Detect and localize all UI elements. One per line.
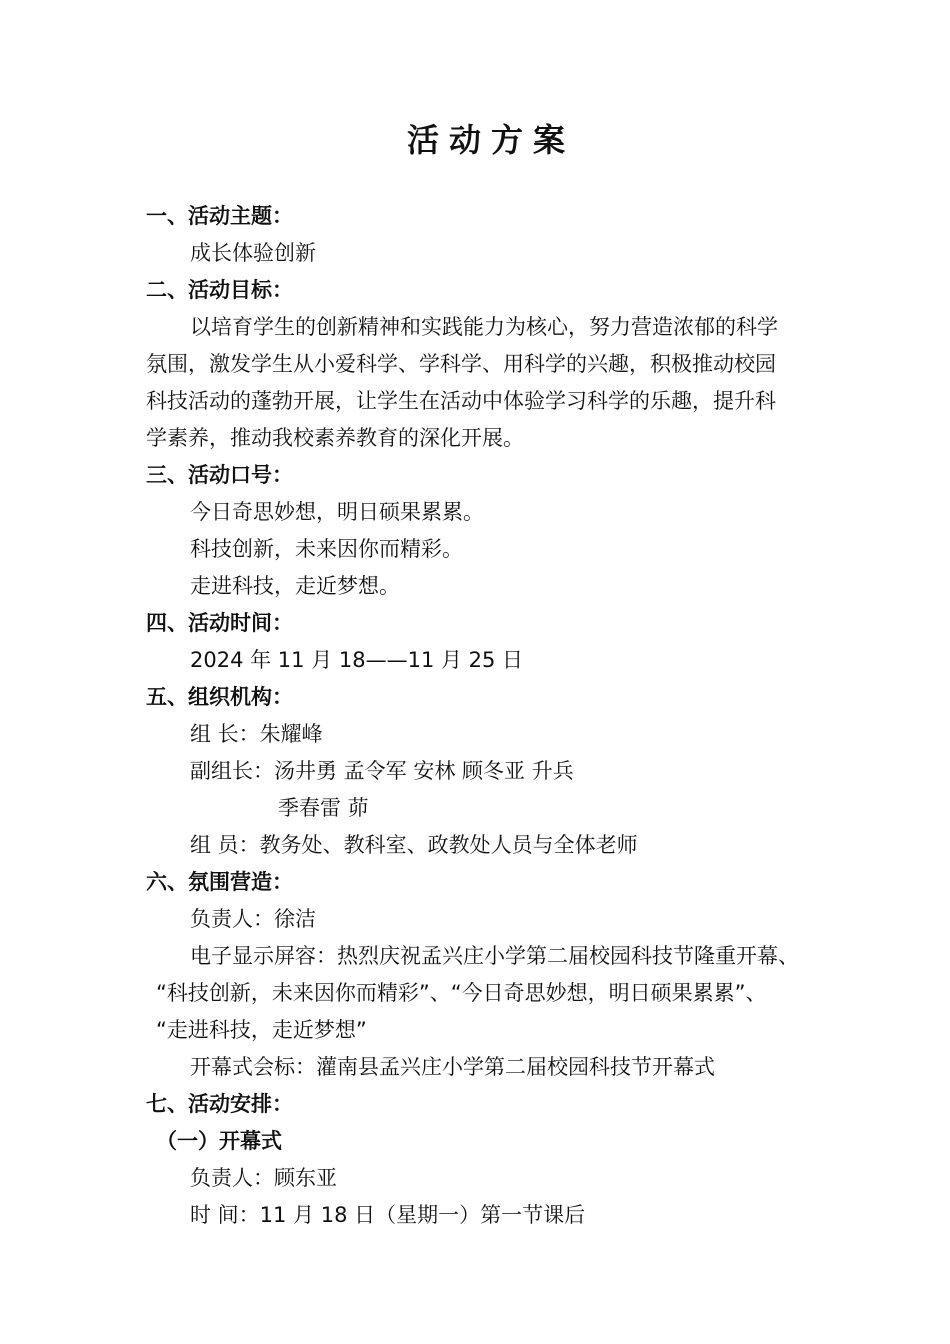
section-heading-time: 四、活动时间： — [146, 611, 293, 635]
slogan-1: 今日奇思妙想，明日硕果累累。 — [190, 500, 484, 524]
org-vice-leaders-continued: 季春雷 茆 — [278, 796, 369, 820]
opening-time: 时 间：11 月 18 日（星期一）第一节课后 — [190, 1203, 586, 1227]
display-content-line-3: “走进科技，走近梦想” — [156, 1018, 367, 1042]
section-heading-slogans: 三、活动口号： — [146, 463, 293, 487]
slogan-2: 科技创新，未来因你而精彩。 — [190, 537, 463, 561]
opening-banner: 开幕式会标：灌南县孟兴庄小学第二届校园科技节开幕式 — [190, 1055, 715, 1079]
display-content-line-1: 电子显示屏容：热烈庆祝孟兴庄小学第二届校园科技节隆重开幕、 — [190, 944, 799, 968]
org-vice-leaders: 副组长：汤井勇 孟令军 安林 顾冬亚 升兵 — [190, 759, 574, 783]
document-title: 活动方案 — [406, 121, 575, 159]
section-heading-organization: 五、组织机构： — [146, 685, 293, 709]
section-heading-atmosphere: 六、氛围营造： — [146, 870, 293, 894]
document-body — [146, 198, 858, 1234]
goals-line-4: 学素养，推动我校素养教育的深化开展。 — [146, 426, 524, 450]
goals-line-1: 以培育学生的创新精神和实践能力为核心，努力营造浓郁的科学 — [190, 315, 778, 339]
org-members: 组 员：教务处、教科室、政教处人员与全体老师 — [190, 833, 638, 857]
goals-line-3: 科技活动的蓬勃开展，让学生在活动中体验学习科学的乐趣，提升科 — [146, 389, 776, 413]
activity-dates: 2024 年 11 月 18——11 月 25 日 — [190, 648, 524, 672]
section-heading-theme: 一、活动主题： — [146, 204, 293, 228]
theme-text: 成长体验创新 — [190, 241, 316, 265]
goals-line-2: 氛围，激发学生从小爱科学、学科学、用科学的兴趣，积极推动校园 — [146, 352, 776, 376]
atmosphere-person: 负责人：徐洁 — [190, 907, 316, 931]
opening-person: 负责人：顾东亚 — [190, 1166, 337, 1190]
section-heading-schedule: 七、活动安排： — [146, 1092, 293, 1116]
subsection-heading-opening: （一）开幕式 — [156, 1129, 282, 1153]
display-content-line-2: “科技创新，未来因你而精彩”、“今日奇思妙想，明日硕果累累”、 — [156, 981, 767, 1005]
org-leader: 组 长：朱耀峰 — [190, 722, 323, 746]
section-heading-goals: 二、活动目标： — [146, 278, 293, 302]
slogan-3: 走进科技，走近梦想。 — [190, 574, 400, 598]
